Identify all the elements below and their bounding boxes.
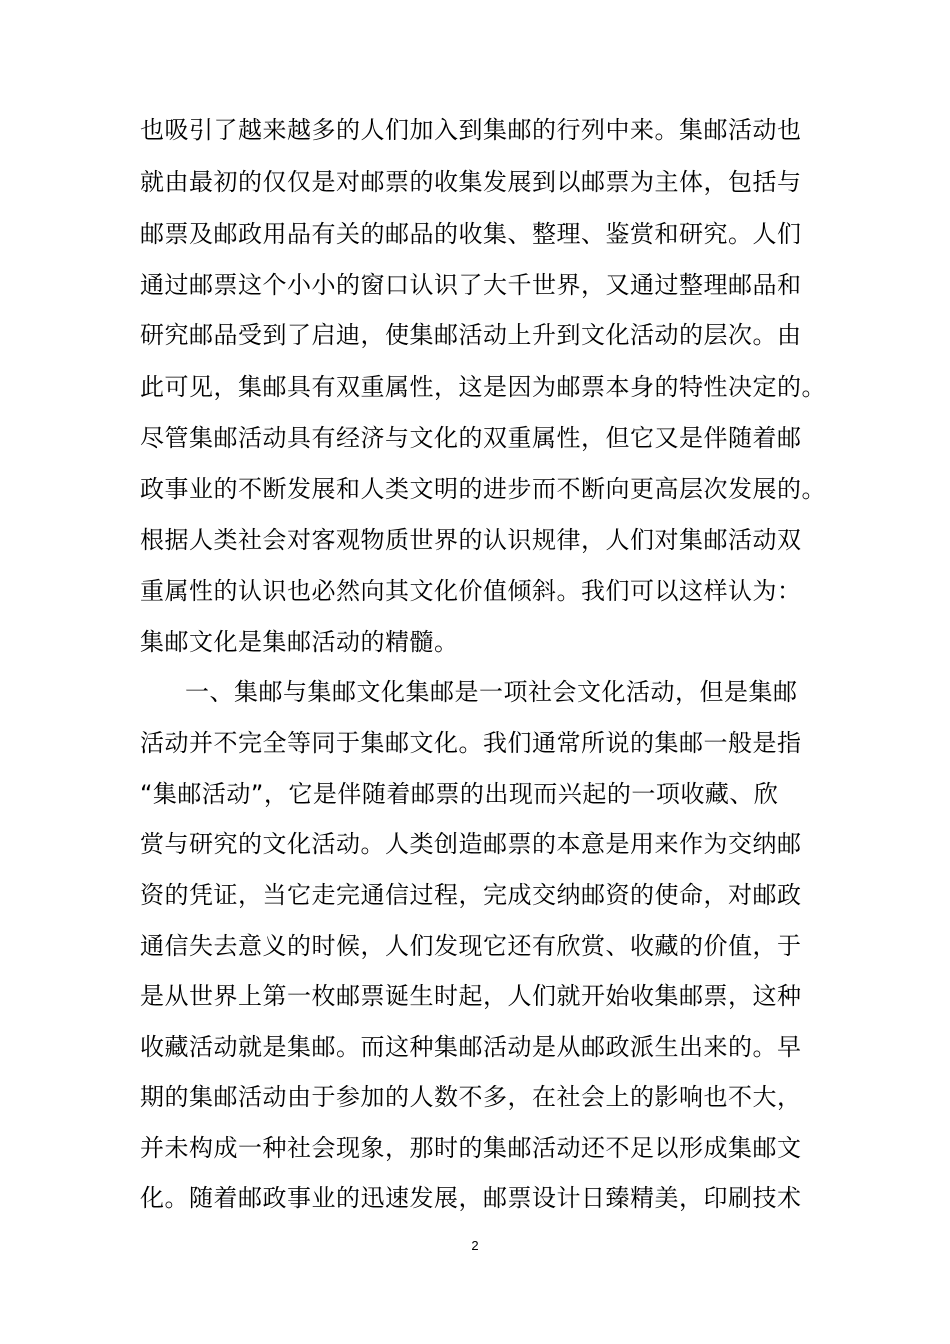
text-line: 并未构成一种社会现象，那时的集邮活动还不足以形成集邮文 <box>140 1134 802 1162</box>
page-number: 2 <box>471 1238 479 1253</box>
text-line: 也吸引了越来越多的人们加入到集邮的行列中来。集邮活动也 <box>140 116 802 144</box>
text-line: 赏与研究的文化活动。人类创造邮票的本意是用来作为交纳邮 <box>140 830 802 858</box>
text-line: 活动并不完全等同于集邮文化。我们通常所说的集邮一般是指 <box>140 729 802 757</box>
section-heading-line: 一、集邮与集邮文化集邮是一项社会文化活动，但是集邮 <box>185 678 798 706</box>
text-line: 通过邮票这个小小的窗口认识了大千世界，又通过整理邮品和 <box>140 271 802 299</box>
text-line: 研究邮品受到了启迪，使集邮活动上升到文化活动的层次。由 <box>140 321 802 349</box>
text-line: 收藏活动就是集邮。而这种集邮活动是从邮政派生出来的。早 <box>140 1033 802 1061</box>
text-line: 是从世界上第一枚邮票诞生时起，人们就开始收集邮票，这种 <box>140 982 802 1010</box>
text-line: 集邮文化是集邮活动的精髓。 <box>140 628 459 656</box>
text-line: 邮票及邮政用品有关的邮品的收集、整理、鉴赏和研究。人们 <box>140 220 802 248</box>
text-line: 资的凭证，当它走完通信过程，完成交纳邮资的使命，对邮政 <box>140 881 802 909</box>
text-line: 重属性的认识也必然向其文化价值倾斜。我们可以这样认为： <box>140 577 802 605</box>
text-line: 政事业的不断发展和人类文明的进步而不断向更高层次发展的。 <box>140 475 826 503</box>
text-line: 就由最初的仅仅是对邮票的收集发展到以邮票为主体，包括与 <box>140 168 802 196</box>
text-line: 尽管集邮活动具有经济与文化的双重属性，但它又是伴随着邮 <box>140 424 802 452</box>
text-line: 根据人类社会对客观物质世界的认识规律，人们对集邮活动双 <box>140 526 802 554</box>
text-line: “集邮活动”，它是伴随着邮票的出现而兴起的一项收藏、欣 <box>140 780 779 808</box>
text-line: 此可见，集邮具有双重属性，这是因为邮票本身的特性决定的。 <box>140 373 826 401</box>
text-line: 通信失去意义的时候，人们发现它还有欣赏、收藏的价值，于 <box>140 932 802 960</box>
text-line: 期的集邮活动由于参加的人数不多，在社会上的影响也不大， <box>140 1083 802 1111</box>
text-line: 化。随着邮政事业的迅速发展，邮票设计日臻精美，印刷技术 <box>140 1184 802 1212</box>
